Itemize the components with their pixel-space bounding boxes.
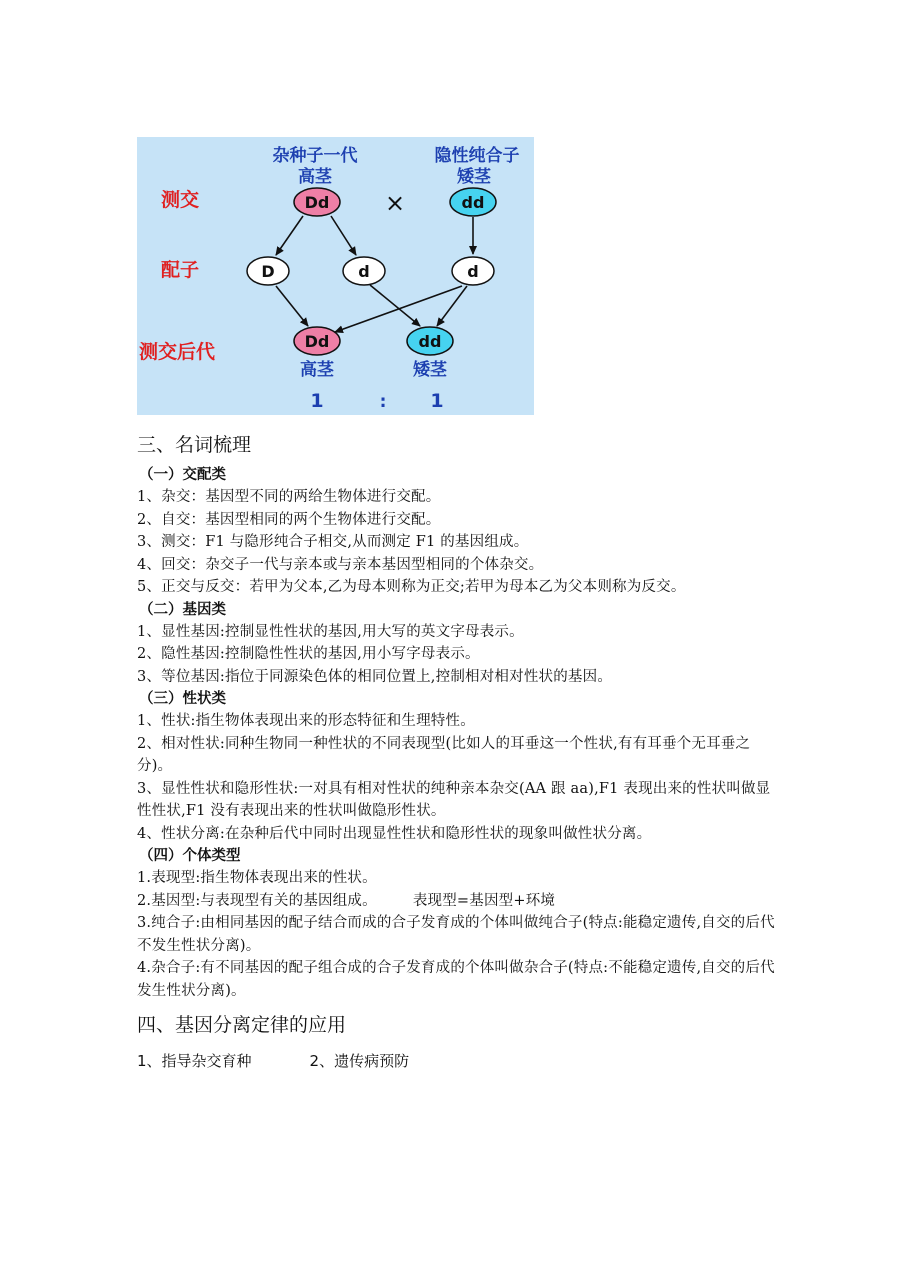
gene-item-2: 2、隐性基因:控制隐性性状的基因,用小写字母表示。 bbox=[137, 646, 480, 662]
mating-item-5: 5、正交与反交：若甲为父本,乙为母本则称为正交;若甲为母本乙为父本则称为反交。 bbox=[137, 579, 686, 595]
arrow-g1-to-o1 bbox=[276, 286, 308, 326]
section-3-title: 三、名词梳理 bbox=[137, 434, 252, 456]
parent-dd-hetero-genotype: Dd bbox=[304, 193, 330, 212]
trait-item-4: 4、性状分离:在杂种后代中同时出现显性性状和隐形性状的现象叫做性状分离。 bbox=[137, 825, 652, 842]
individual-item-1: 1.表现型:指生物体表现出来的性状。 bbox=[137, 870, 377, 886]
parent2-label-phenotype: 矮茎 bbox=[457, 167, 491, 187]
row-label-gametes: 配子 bbox=[161, 259, 200, 281]
subsection-mating-title: （一）交配类 bbox=[139, 467, 226, 483]
trait-item-2: 2、相对性状:同种生物同一种性状的不同表现型(比如人的耳垂这一个性状,有有耳垂个无耳垂之分)。 bbox=[137, 735, 751, 774]
cross-symbol: × bbox=[384, 189, 406, 217]
ratio-colon: : bbox=[379, 392, 387, 412]
ratio-left: 1 bbox=[310, 390, 324, 412]
offspring-dd-hetero-genotype: Dd bbox=[304, 332, 330, 351]
gamete-d-dominant: D bbox=[261, 262, 275, 281]
row-label-offspring: 测交后代 bbox=[139, 341, 216, 363]
parent-dd-homo-genotype: dd bbox=[461, 193, 485, 212]
arrow-g3-to-o1 bbox=[335, 286, 462, 332]
mating-item-2: 2、自交：基因型相同的两个生物体进行交配。 bbox=[137, 511, 441, 528]
section-4-title: 四、基因分离定律的应用 bbox=[137, 1014, 347, 1036]
individual-item-2-definition: 2.基因型:与表现型有关的基因组成。 bbox=[137, 892, 377, 909]
mating-item-3: 3、测交：F1 与隐形纯合子相交,从而测定 F1 的基因组成。 bbox=[137, 534, 529, 550]
arrow-p1-to-g1 bbox=[276, 216, 303, 255]
parent1-label-generation: 杂种子一代 bbox=[272, 146, 358, 166]
individual-item-2-formula: 表现型=基因型+环境 bbox=[412, 892, 556, 909]
text-content bbox=[137, 430, 777, 1074]
arrow-g2-to-o2 bbox=[370, 285, 420, 326]
gene-item-3: 3、等位基因:指位于同源染色体的相同位置上,控制相对相对性状的基因。 bbox=[137, 668, 613, 685]
testcross-diagram bbox=[137, 137, 534, 415]
row-label-testcross: 测交 bbox=[161, 189, 200, 211]
parent2-label-generation: 隐性纯合子 bbox=[434, 146, 520, 166]
offspring-hetero-phenotype: 高茎 bbox=[300, 360, 334, 380]
arrow-p1-to-g2 bbox=[331, 216, 356, 255]
gene-item-1: 1、显性基因:控制显性性状的基因,用大写的英文字母表示。 bbox=[137, 623, 524, 640]
subsection-gene-title: （二）基因类 bbox=[139, 601, 226, 618]
trait-item-3: 3、显性性状和隐形性状:一对具有相对性状的纯种亲本杂交(AA 跟 aa),F1 表现出来的性状叫做显性性状,F1 没有表现出来的性状叫做隐形性状。 bbox=[137, 780, 771, 819]
gamete-d-recessive-1: d bbox=[358, 262, 370, 281]
mating-item-4: 4、回交：杂交子一代与亲本或与亲本基因型相同的个体杂交。 bbox=[137, 556, 544, 573]
gamete-d-recessive-2: d bbox=[467, 262, 479, 281]
application-item-2: 2、遗传病预防 bbox=[309, 1052, 410, 1070]
application-list bbox=[137, 1048, 777, 1074]
subsection-trait-title: （三）性状类 bbox=[139, 691, 226, 707]
mating-item-1: 1、杂交：基因型不同的两给生物体进行交配。 bbox=[137, 489, 441, 505]
individual-item-2 bbox=[137, 890, 777, 913]
parent1-label-phenotype: 高茎 bbox=[298, 167, 332, 187]
offspring-homo-phenotype: 矮茎 bbox=[413, 360, 447, 380]
arrow-g3-to-o2 bbox=[437, 286, 467, 326]
individual-item-4: 4.杂合子:有不同基因的配子组合成的合子发育成的个体叫做杂合子(特点:不能稳定遗传,自交的后代发生性状分离)。 bbox=[137, 960, 775, 999]
offspring-dd-homo-genotype: dd bbox=[418, 332, 442, 351]
ratio-right: 1 bbox=[430, 390, 444, 412]
application-item-1: 1、指导杂交育种 bbox=[137, 1052, 252, 1070]
testcross-diagram-svg bbox=[137, 137, 534, 415]
individual-item-3: 3.纯合子:由相同基因的配子结合而成的合子发育成的个体叫做纯合子(特点:能稳定遗传,自交的后代不发生性状分离)。 bbox=[137, 915, 775, 954]
trait-item-1: 1、性状:指生物体表现出来的形态特征和生理特性。 bbox=[137, 713, 475, 729]
subsection-individual-title: （四）个体类型 bbox=[139, 848, 241, 864]
